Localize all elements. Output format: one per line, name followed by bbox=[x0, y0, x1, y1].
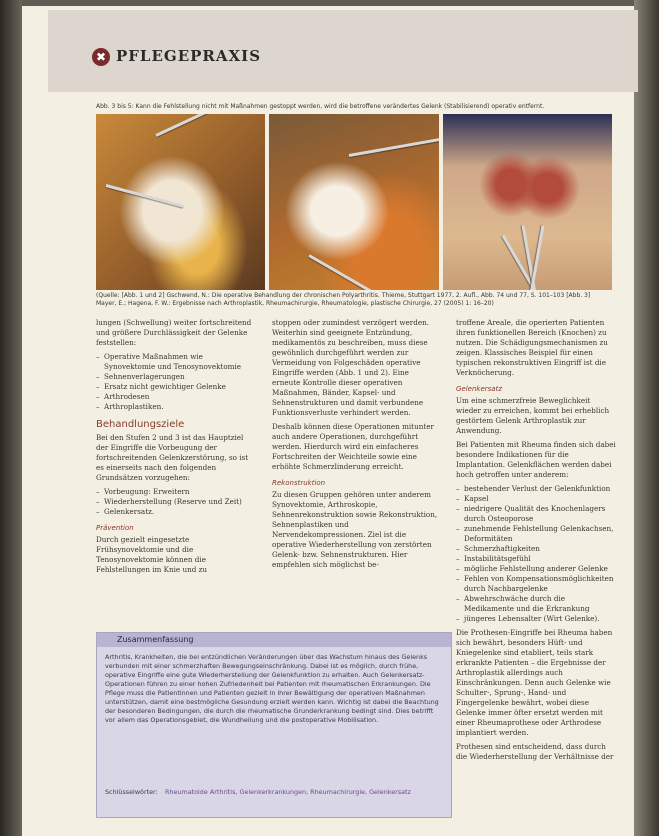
paragraph: Durch gezielt eingesetzte Frühsynovektomie und die Tenosynovektomie können die Fehlstellungen im Knie und zu bbox=[96, 535, 208, 574]
list-item: – zunehmende Fehlstellung Gelenkachsen, Deformitäten bbox=[456, 524, 616, 544]
list-item: – Wiederherstellung (Reserve und Zeit) bbox=[96, 497, 256, 507]
section-title: PFLEGEPRAXIS bbox=[116, 47, 262, 65]
bullet-list bbox=[96, 487, 256, 517]
figure-caption-source: (Quelle: [Abb. 1 und 2] Gschwend, N.: Die operative Behandlung der chronischen Polyarthritis. Thieme, Stuttgart 1977, 2. Aufl., Abb. 74 und 77, S. 101–103 [Abb. 3] Mayer, E.; Hagena, F. W.: Ergebnisse nach Arthroplastik, Rheumachirurgie, Rheumatologie, plastische Chirurgie, 27 (2005) 1: 16–20) bbox=[96, 292, 591, 307]
paragraph: Zu diesen Gruppen gehören unter anderem Synovektomie, Arthroskopie, Sehnenrekonstruktion sowie Rekonstruktion, Sehnenplastiken und Nervendekompressionen. Ziel ist die operative Wiederherstellung von zerstörten Gelenk- bzw. Sehnenstrukturen. Hier empfehlen sich möglichst be- bbox=[272, 490, 438, 569]
binding-shadow-left bbox=[0, 0, 22, 836]
list-item: – mögliche Fehlstellung anderer Gelenke bbox=[456, 564, 616, 574]
paragraph: Bei den Stufen 2 und 3 ist das Hauptziel der Eingriffe die Vorbeugung der fortschreitenden Gelenkzerstörung, so ist es einerseits nach den folgenden Grundsätzen vorzugehen: bbox=[96, 433, 249, 482]
bullet-list bbox=[456, 484, 616, 624]
list-item: – Instabilitätsgefühl bbox=[456, 554, 616, 564]
list-item: – Schmerzhaftigkeiten bbox=[456, 544, 616, 554]
summary-text: Arthritis, Krankheiten, die bei entzündlichen Veränderungen über das Wachstum hinaus des Gelenks verbunden mit einer schmerzhaften Bewegungseinschränkung. Dabei ist es möglich, durch frühe, operative Eingriffe eine gute Wiederherstellung der Gelenkfunktion zu erhalten. Auch Gelenkersatz-Operationen führen zu einer hohen Zufriedenheit bei Patienten mit rheumatischen Erkrankungen. Die Pflege muss die Patientinnen und Patienten gezielt in ihrer Bewältigung der operativen Maßnahmen unterstützen, damit eine bestmögliche Gesundung erzielt werden kann. Wichtig ist dabei die Beachtung der besonderen Bedingungen, die durch die rheumatische Grunderkrankung bedingt sind. Dies betrifft vor allem das Operationsgebiet, die Wundheilung und die postoperative Mobilisation. bbox=[105, 653, 439, 724]
list-item: – Sehnenverlagerungen bbox=[96, 372, 256, 382]
paragraph: Um eine schmerzfreie Beweglichkeit wieder zu erreichen, kommt bei erheblich gestörtem Gelenk Arthroplastik zur Anwendung. bbox=[456, 396, 610, 435]
binding-shadow-right bbox=[634, 0, 659, 836]
paragraph: Prothesen sind entscheidend, dass durch die Wiederherstellung der Verhältnisse der bbox=[456, 742, 614, 761]
keywords-row bbox=[105, 787, 443, 797]
surgical-instrument bbox=[155, 114, 256, 137]
minor-heading: Rekonstruktion bbox=[272, 479, 326, 487]
surgical-instrument bbox=[106, 184, 184, 208]
summary-title: Zusammenfassung bbox=[97, 633, 451, 647]
minor-heading: Prävention bbox=[96, 524, 134, 532]
figure-photos bbox=[96, 114, 612, 290]
list-item: – Gelenkersatz. bbox=[96, 507, 256, 517]
text-column-1 bbox=[96, 318, 256, 579]
keywords-values: Rheumatoide Arthritis, Gelenkerkrankungen, Rheumachirurgie, Gelenkersatz bbox=[165, 788, 411, 796]
surgical-instrument bbox=[349, 133, 439, 157]
paragraph: troffene Areale, die operierten Patienten ihren funktionellen Bereich (Knochen) zu nutzen. Die Schädigungsmechanismen zu zeigen. Klassisches Beispiel für einen typischen rekonstruktiven Eingriff ist die Verknöcherung. bbox=[456, 318, 608, 377]
brand-logo-icon: ✖ bbox=[92, 48, 110, 66]
surgery-photo-1 bbox=[96, 114, 265, 290]
list-item: – Arthrodesen bbox=[96, 392, 256, 402]
list-item: – niedrigere Qualität des Knochenlagers durch Osteoporose bbox=[456, 504, 616, 524]
bullet-list bbox=[96, 352, 256, 412]
text-column-3 bbox=[456, 318, 616, 766]
text-column-2 bbox=[272, 318, 438, 574]
figure-caption-top: Abb. 3 bis 5: Kann die Fehlstellung nicht mit Maßnahmen gestoppt werden, wird die betroffene verändertes Gelenk (Stabilisierend) operativ entfernt. bbox=[96, 103, 545, 110]
list-item: – Arthroplastiken. bbox=[96, 402, 256, 412]
summary-box bbox=[96, 632, 452, 818]
list-item: – bestehender Verlust der Gelenkfunktion bbox=[456, 484, 616, 494]
list-item: – Operative Maßnahmen wie Synovektomie und Tenosynovektomie bbox=[96, 352, 256, 372]
paragraph: stoppen oder zumindest verzögert werden. Weiterhin sind geeignete Entzündung, medikamentös zu beschreiben, muss diese gewöhnlich durchgeführt werden zur Vermeidung von Folgeschäden operative Eingriffe werden (Abb. 1 und 2). Eine erneute Kontrolle dieser operativen Maßnahmen, Bänder, Kapsel- und Sehnenstrukturen und damit verbundene Funktionsverluste verhindert werden. bbox=[272, 318, 429, 417]
list-item: – Vorbeugung: Erweitern bbox=[96, 487, 256, 497]
paragraph: lungen (Schwellung) weiter fortschreitend und größere Durchlässigkeit der Gelenke feststellen: bbox=[96, 318, 252, 347]
subheading: Behandlungsziele bbox=[96, 419, 185, 430]
paragraph: Deshalb können diese Operationen mitunter auch andere Operationen, durchgeführt werden. Hierdurch wird ein einfacheres Fortschreiten der Weichteile sowie eine erhöhte Schmerzlinderung erreicht. bbox=[272, 422, 434, 471]
list-item: – Fehlen von Kompensationsmöglichkeiten durch Nachbargelenke bbox=[456, 574, 616, 594]
minor-heading: Gelenkersatz bbox=[456, 385, 503, 393]
paragraph: Die Prothesen-Eingriffe bei Rheuma haben sich bewährt, besonders Hüft- und Kniegelenke sind etabliert, teils stark erkrankte Patienten – die Ergebnisse der Arthroplastik allerdings auch Einschränkungen. Denn auch Gelenke wie Schulter-, Sprung-, Hand- und Fingergelenke bewährt, wobei diese Gelenke immer öfter ersetzt werden mit einer Rheumaprothese oder Arthrodese implantiert werden. bbox=[456, 628, 613, 737]
list-item: – jüngeres Lebensalter (Wirt Gelenke). bbox=[456, 614, 616, 624]
list-item: – Ersatz nicht gewichtiger Gelenke bbox=[96, 382, 256, 392]
surgical-instrument bbox=[309, 254, 397, 290]
surgery-photo-3 bbox=[443, 114, 612, 290]
list-item: – Abwehrschwäche durch die Medikamente und die Erkrankung bbox=[456, 594, 616, 614]
paragraph: Bei Patienten mit Rheuma finden sich dabei besondere Indikationen für die Implantation. Gelenkflächen werden dabei hoch getroffen unter anderem: bbox=[456, 440, 616, 479]
keywords-label: Schlüsselwörter: bbox=[105, 788, 158, 796]
surgery-photo-2 bbox=[269, 114, 438, 290]
list-item: – Kapsel bbox=[456, 494, 616, 504]
